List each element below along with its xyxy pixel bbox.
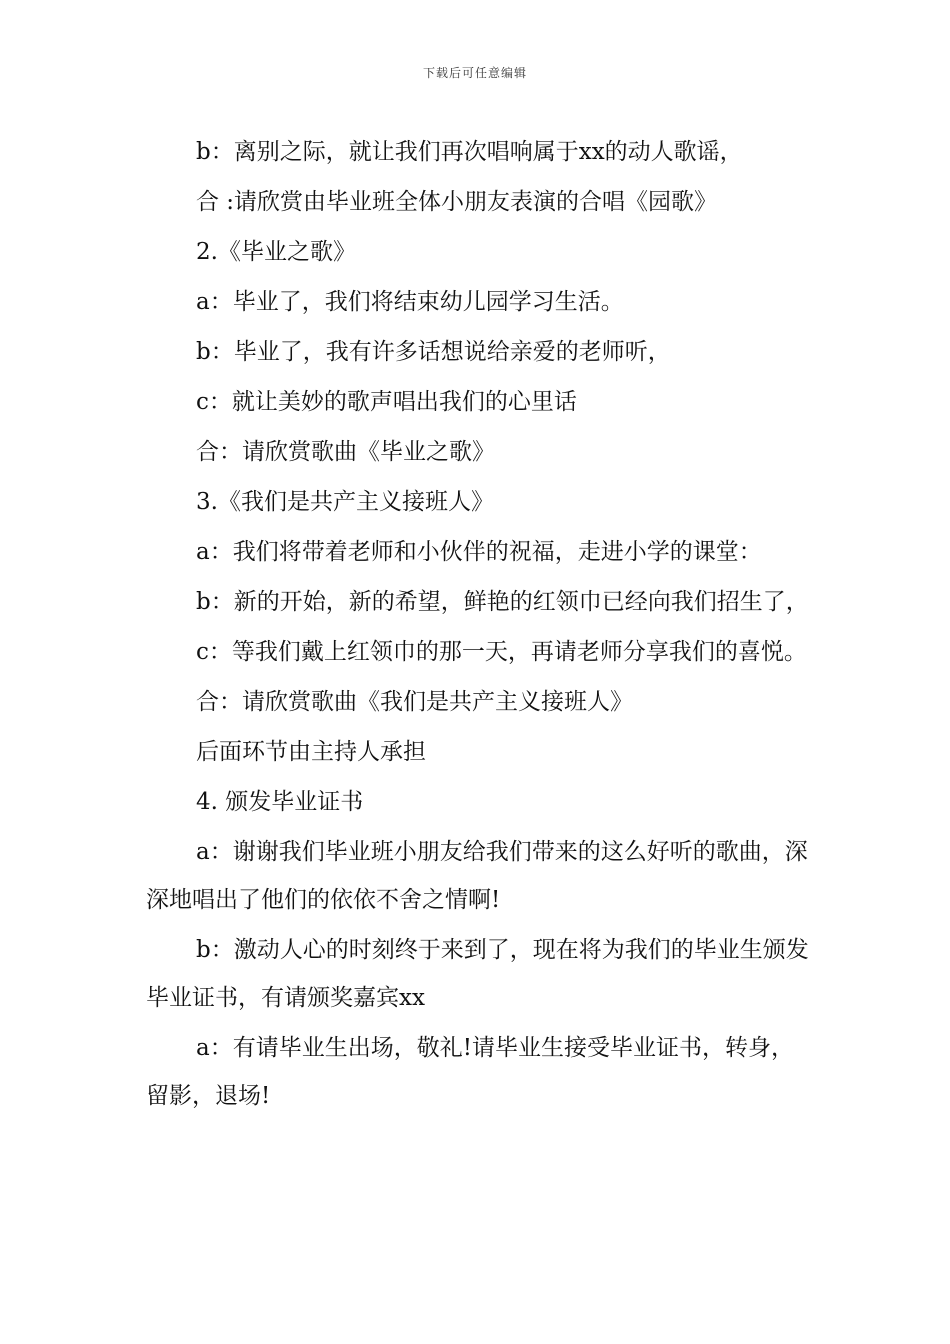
paragraph: b：毕业了，我有许多话想说给亲爱的老师听，: [196, 339, 671, 365]
paragraph: 2.《毕业之歌》: [196, 239, 356, 265]
paragraph: 4. 颁发毕业证书: [196, 789, 364, 815]
paragraph: 后面环节由主持人承担: [196, 739, 426, 765]
paragraph: c：等我们戴上红领巾的那一天，再请老师分享我们的喜悦。: [196, 639, 807, 665]
paragraph: a：谢谢我们毕业班小朋友给我们带来的这么好听的歌曲，深深地唱出了他们的依依不舍之情啊!: [146, 839, 808, 913]
paragraph: a：有请毕业生出场，敬礼!请毕业生接受毕业证书，转身，留影，退场!: [146, 1035, 794, 1109]
paragraph: c：就让美妙的歌声唱出我们的心里话: [196, 389, 577, 415]
paragraph: b：激动人心的时刻终于来到了，现在将为我们的毕业生颁发毕业证书，有请颁奖嘉宾xx: [146, 937, 809, 1011]
paragraph: 合 :请欣赏由毕业班全体小朋友表演的合唱《园歌》: [196, 189, 718, 215]
paragraph: 3.《我们是共产主义接班人》: [196, 489, 494, 515]
paragraph: b：新的开始，新的希望，鲜艳的红领巾已经向我们招生了，: [196, 589, 809, 615]
paragraph: 合：请欣赏歌曲《我们是共产主义接班人》: [196, 689, 633, 715]
document-body: [146, 128, 810, 1122]
page-header: 下载后可任意编辑: [422, 66, 527, 80]
paragraph: a：我们将带着老师和小伙伴的祝福，走进小学的课堂：: [196, 539, 762, 565]
paragraph: 合：请欣赏歌曲《毕业之歌》: [196, 439, 495, 465]
paragraph: a：毕业了，我们将结束幼儿园学习生活。: [196, 289, 624, 315]
paragraph: b：离别之际，就让我们再次唱响属于xx的动人歌谣，: [196, 139, 743, 165]
